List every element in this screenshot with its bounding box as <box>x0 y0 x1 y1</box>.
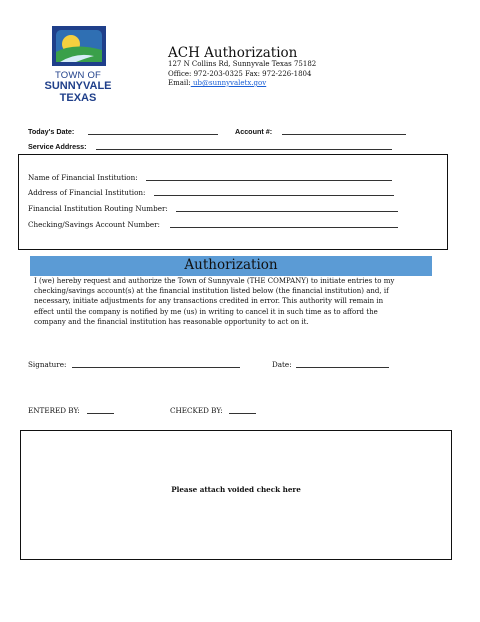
financial-institution-box <box>18 154 448 250</box>
email-link[interactable]: ub@sunnyvaletx.gov <box>190 79 267 87</box>
header-phones: Office: 972-203-0325 Fax: 972-226-1804 <box>168 69 312 78</box>
signature-label: Signature: <box>28 360 67 369</box>
authorization-heading: Authorization <box>184 257 278 273</box>
voided-check-box <box>20 430 452 560</box>
authorization-line: checking/savings account(s) at the financial institution listed below (the financial institution) and, if <box>34 287 389 296</box>
signature-field[interactable] <box>72 367 240 368</box>
page-title: ACH Authorization <box>168 45 298 61</box>
header-contact <box>168 60 316 89</box>
fi-account-field[interactable] <box>170 227 398 228</box>
entered-by-field[interactable] <box>87 413 114 414</box>
logo-sunnyvale: SUNNYVALE <box>44 80 112 92</box>
account-field[interactable] <box>282 134 406 135</box>
logo-texas: TEXAS <box>59 92 97 104</box>
checked-by-field[interactable] <box>229 413 256 414</box>
fi-account-label: Checking/Savings Account Number: <box>28 220 160 229</box>
authorization-line: I (we) hereby request and authorize the Town of Sunnyvale (THE COMPANY) to initiate entries to my <box>34 277 395 285</box>
authorization-line: effect until the company is notified by me (us) in writing to cancel it in such time as to afford the <box>34 307 378 316</box>
authorization-line: necessary, initiate adjustments for any transactions credited in error. This authority will remain in <box>34 297 384 306</box>
todays-date-field[interactable] <box>88 134 218 135</box>
fi-routing-field[interactable] <box>176 211 398 212</box>
date-label: Date: <box>272 360 292 369</box>
fi-routing-label: Financial Institution Routing Number: <box>28 204 168 213</box>
email-label: Email: <box>168 79 191 87</box>
authorization-text <box>34 276 430 327</box>
account-label: Account #: <box>235 127 273 136</box>
todays-date-label: Today's Date: <box>28 127 75 136</box>
service-address-field[interactable] <box>96 149 392 150</box>
attach-check-text: Please attach voided check here <box>171 485 301 494</box>
fi-name-label: Name of Financial Institution: <box>28 173 138 182</box>
header-address: 127 N Collins Rd, Sunnyvale Texas 75182 <box>168 60 317 68</box>
authorization-line: company and the financial institution has reasonable opportunity to act on it. <box>34 317 309 326</box>
logo-town-of: TOWN OF <box>54 70 102 81</box>
fi-address-field[interactable] <box>154 195 394 196</box>
entered-by-label: ENTERED BY: <box>28 406 80 415</box>
checked-by-label: CHECKED BY: <box>170 406 223 415</box>
service-address-label: Service Address: <box>28 142 87 151</box>
fi-name-field[interactable] <box>146 180 392 181</box>
fi-address-label: Address of Financial Institution: <box>28 188 146 197</box>
header-email <box>168 79 316 89</box>
date-field[interactable] <box>296 367 389 368</box>
